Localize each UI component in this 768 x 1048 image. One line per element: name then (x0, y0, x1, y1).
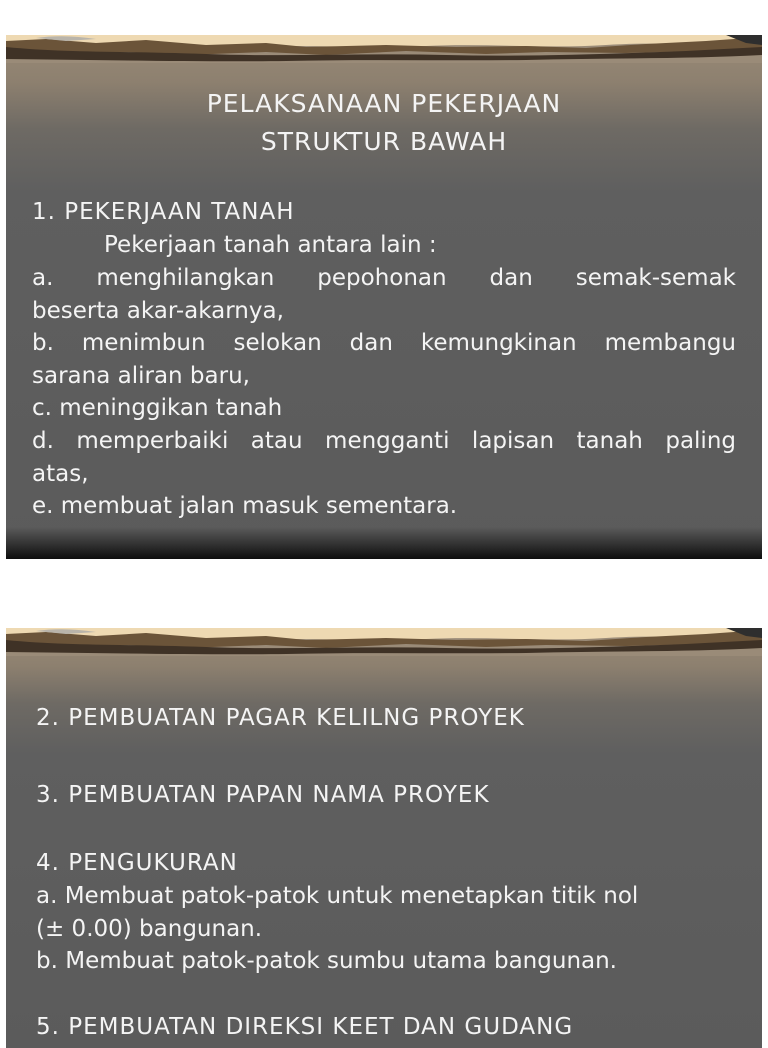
section-heading-direksi-keet: 5. PEMBUATAN DIREKSI KEET DAN GUDANG (36, 1014, 574, 1040)
list-item-b: b. menimbun selokan dan kemungkinan membangu (32, 330, 736, 356)
list-item-d: d. memperbaiki atau mengganti lapisan tanah paling (32, 428, 736, 454)
list-item-a-cont: beserta akar-akarnya, (32, 298, 284, 324)
slide-1 (6, 35, 762, 559)
section-heading-pagar: 2. PEMBUATAN PAGAR KELILNG PROYEK (36, 705, 525, 731)
landscape-banner (6, 628, 762, 656)
intro-text: Pekerjaan tanah antara lain : (104, 232, 437, 258)
section-heading-pekerjaan-tanah: 1. PEKERJAAN TANAH (32, 199, 295, 225)
list-item-b: b. Membuat patok-patok sumbu utama bangunan. (36, 948, 617, 974)
slide-bottom-shade (6, 527, 762, 559)
list-item-a-cont: (± 0.00) bangunan. (36, 916, 263, 942)
list-item-d-cont: atas, (32, 461, 89, 487)
list-item-b-cont: sarana aliran baru, (32, 363, 250, 389)
list-item-c: c. meninggikan tanah (32, 395, 283, 421)
list-item-e: e. membuat jalan masuk sementara. (32, 493, 458, 519)
slide-title-line-1: PELAKSANAAN PEKERJAAN (206, 89, 562, 118)
list-item-a: a. menghilangkan pepohonan dan semak-semak (32, 265, 736, 291)
landscape-banner (6, 35, 762, 63)
section-heading-pengukuran: 4. PENGUKURAN (36, 850, 238, 876)
slide-title-line-2: STRUKTUR BAWAH (260, 127, 508, 156)
section-heading-papan-nama: 3. PEMBUATAN PAPAN NAMA PROYEK (36, 782, 490, 808)
list-item-a: a. Membuat patok-patok untuk menetapkan titik nol (36, 883, 639, 909)
slide-2 (6, 628, 762, 1048)
